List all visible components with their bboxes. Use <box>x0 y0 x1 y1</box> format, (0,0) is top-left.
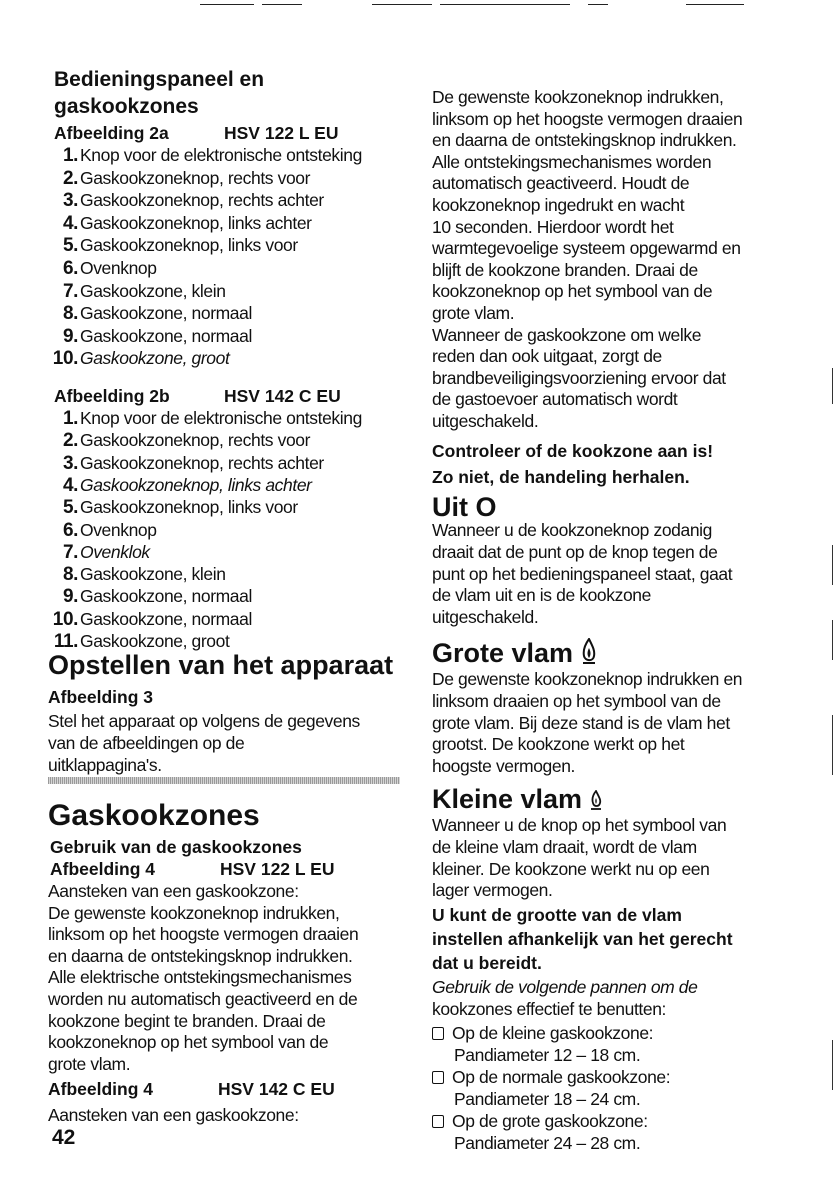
grootte-heading: U kunt de grootte van de vlam <box>432 905 682 925</box>
figure-label: Afbeelding 2b <box>54 386 170 406</box>
body-text: kookzoneknop op het symbool van de <box>48 1032 329 1053</box>
list-item <box>52 167 310 190</box>
list-item-text: Gaskookzoneknop, rechts achter <box>80 190 324 211</box>
list-item <box>52 429 310 452</box>
body-text: De gewenste kookzoneknop indrukken, <box>432 87 724 107</box>
list-item-text: Gaskookzone, groot <box>80 631 230 651</box>
checkbox-bullet-icon <box>432 1027 444 1040</box>
checkbox-bullet-icon <box>432 1071 444 1084</box>
list-item-text: Ovenknop <box>80 258 157 278</box>
list-item-number: 2. <box>62 167 78 189</box>
list-item <box>52 189 324 212</box>
list-item-text: Gaskookzone, normaal <box>80 586 252 607</box>
pan-diameter: Pandiameter 24 – 28 cm. <box>454 1133 641 1153</box>
body-text: grote vlam. Bij deze stand is de vlam het <box>432 712 730 733</box>
list-item <box>52 563 226 586</box>
list-item-text: Gaskookzone, klein <box>80 564 226 585</box>
list-item <box>52 519 157 542</box>
section-divider <box>48 777 400 784</box>
body-text: en daarna de ontstekingsknop indrukken. <box>432 130 737 151</box>
list-item <box>52 608 252 631</box>
list-item-text: Gaskookzoneknop, links achter <box>80 212 312 233</box>
body-text: Wanneer de gaskookzone om welke <box>432 324 702 345</box>
list-item <box>52 234 298 257</box>
pan-diameter: Pandiameter 18 – 24 cm. <box>454 1089 641 1109</box>
model-label: HSV 122 L EU <box>220 859 335 879</box>
body-text: linksom op het hoogste vermogen draaien <box>48 924 359 945</box>
pan-item <box>432 1110 648 1132</box>
gebruik-title: Gebruik van de gaskookzones <box>50 837 302 857</box>
list-item-number: 8. <box>62 303 78 325</box>
page-number: 42 <box>52 1126 76 1149</box>
list-item-text: Gaskookzone, groot <box>80 348 230 369</box>
kleine-vlam-title <box>432 782 602 818</box>
body-text: punt op het bedieningspaneel staat, gaat <box>432 563 733 584</box>
pan-item <box>432 1022 653 1044</box>
body-text: warmtegevoelige systeem opgewarmd en <box>432 238 741 259</box>
body-text: kookzoneknop op het symbool van de <box>432 281 713 302</box>
pannen-text: Gebruik de volgende pannen om de <box>432 977 698 997</box>
list-item-number: 6. <box>62 258 78 279</box>
list-item-number: 1. <box>62 408 78 429</box>
kleine-vlam-label: Kleine vlam <box>432 784 583 814</box>
figure-label: Afbeelding 4 <box>50 859 156 879</box>
model-label: HSV 142 C EU <box>224 386 341 406</box>
list-item-number: 5. <box>62 235 78 257</box>
figure-2b-heading <box>54 385 341 407</box>
scan-edge <box>832 1040 833 1090</box>
list-item <box>52 347 229 370</box>
list-item-number: 7. <box>62 541 78 563</box>
pannen-text: kookzones effectief te benutten: <box>432 999 666 1019</box>
opstellen-title: Opstellen van het apparaat <box>48 650 394 680</box>
list-item-text: Gaskookzoneknop, rechts achter <box>80 452 324 473</box>
list-item-text: Ovenknop <box>80 519 157 540</box>
list-item <box>52 257 157 280</box>
list-item-number: 9. <box>62 586 78 608</box>
pan-zone: Op de kleine gaskookzone: <box>452 1023 654 1043</box>
check-warning: Zo niet, de handeling herhalen. <box>432 467 690 487</box>
gaskookzones-title: Gaskookzones <box>48 799 260 832</box>
body-text: linksom draaien op het symbool van de <box>432 690 721 711</box>
pan-item <box>432 1066 670 1088</box>
grootte-heading: dat u bereidt. <box>432 953 542 973</box>
pan-zone: Op de normale gaskookzone: <box>452 1067 671 1087</box>
figure-label: Afbeelding 2a <box>54 123 169 143</box>
uit-title: Uit O <box>432 492 497 522</box>
list-item <box>52 585 252 608</box>
body-text: uitgeschakeld. <box>432 607 539 628</box>
body-text: de vlam uit en is de kookzone <box>432 585 651 606</box>
grote-vlam-title <box>432 636 597 672</box>
body-text: Aansteken van een gaskookzone: <box>48 881 299 901</box>
list-item-number: 3. <box>62 190 78 212</box>
scan-mark <box>372 4 432 5</box>
scan-mark <box>686 4 744 5</box>
body-text: kookzone begint te branden. Draai de <box>48 1010 326 1031</box>
scan-mark <box>440 4 570 5</box>
body-text: Wanneer u de knop op het symbool van <box>432 815 727 835</box>
body-text: De gewenste kookzoneknop indrukken, <box>48 902 340 923</box>
body-text: Aansteken van een gaskookzone: <box>48 1105 299 1125</box>
scan-mark <box>262 4 302 5</box>
large-flame-icon <box>581 638 597 672</box>
body-text: blijft de kookzone branden. Draai de <box>432 259 698 280</box>
list-item <box>52 407 362 430</box>
body-text: Wanneer u de kookzoneknop zodanig <box>432 520 712 540</box>
list-item <box>52 452 324 475</box>
body-text: 10 seconden. Hierdoor wordt het <box>432 216 674 237</box>
body-text: uitklappagina's. <box>48 755 162 775</box>
body-text: De gewenste kookzoneknop indrukken en <box>432 669 743 689</box>
list-item-number: 4. <box>62 212 78 234</box>
body-text: lager vermogen. <box>432 880 553 901</box>
list-item-number: 4. <box>62 474 78 496</box>
list-item-text: Knop voor de elektronische ontsteking <box>80 145 362 165</box>
figure-3-label: Afbeelding 3 <box>48 687 154 707</box>
list-item <box>52 302 252 325</box>
grootte-heading: instellen afhankelijk van het gerecht <box>432 929 733 949</box>
body-text: Alle ontstekingsmechanismes worden <box>432 151 712 172</box>
list-item-text: Gaskookzoneknop, links voor <box>80 235 298 256</box>
scan-edge <box>832 368 833 404</box>
list-item-text: Ovenklok <box>80 541 150 562</box>
section-title: gaskookzones <box>54 95 199 118</box>
scan-edge <box>832 620 833 660</box>
list-item-number: 8. <box>62 564 78 586</box>
list-item-number: 10. <box>52 608 78 630</box>
scan-mark <box>588 4 608 5</box>
checkbox-bullet-icon <box>432 1115 444 1128</box>
list-item-number: 2. <box>62 430 78 452</box>
body-text: en daarna de ontstekingsknop indrukken. <box>48 945 353 966</box>
body-text: Stel het apparaat op volgens de gegevens <box>48 711 360 731</box>
body-text: uitgeschakeld. <box>432 411 539 431</box>
list-item-number: 1. <box>62 145 78 166</box>
list-item <box>52 474 312 497</box>
scan-mark <box>200 4 254 5</box>
body-text: draait dat de punt op de knop tegen de <box>432 541 718 562</box>
body-text: grootst. De kookzone werkt op het <box>432 734 685 755</box>
list-item-text: Knop voor de elektronische ontsteking <box>80 408 362 428</box>
list-item-number: 9. <box>62 325 78 347</box>
body-text: hoogste vermogen. <box>432 756 576 777</box>
body-text: de kleine vlam draait, wordt de vlam <box>432 836 697 857</box>
figure-4b-heading <box>48 1078 335 1100</box>
scan-edge <box>832 715 833 775</box>
body-text: Alle elektrische ontstekingsmechanismes <box>48 967 352 988</box>
figure-label: Afbeelding 4 <box>48 1079 154 1099</box>
list-item <box>52 212 312 235</box>
body-text: brandbeveiligingsvoorziening ervoor dat <box>432 367 726 388</box>
small-flame-icon <box>590 784 602 818</box>
list-item-text: Gaskookzone, normaal <box>80 608 252 629</box>
list-item <box>52 144 362 167</box>
list-item-number: 11. <box>53 631 78 652</box>
list-item <box>52 280 226 303</box>
list-item-number: 3. <box>62 452 78 474</box>
body-text: grote vlam. <box>432 303 515 323</box>
list-item-text: Gaskookzoneknop, links achter <box>80 474 312 495</box>
list-item-text: Gaskookzone, normaal <box>80 325 252 346</box>
body-text: de gastoevoer automatisch wordt <box>432 389 678 410</box>
body-text: kookzoneknop ingedrukt en wacht <box>432 195 685 215</box>
list-item-text: Gaskookzone, klein <box>80 280 226 301</box>
figure-2a-heading <box>54 122 339 144</box>
grote-vlam-label: Grote vlam <box>432 638 574 668</box>
list-item <box>52 541 150 564</box>
scan-edge <box>832 545 833 585</box>
body-text: linksom op het hoogste vermogen draaien <box>432 108 743 129</box>
list-item-text: Gaskookzone, normaal <box>80 303 252 324</box>
list-item-number: 10. <box>52 348 78 370</box>
pan-diameter: Pandiameter 12 – 18 cm. <box>454 1045 641 1065</box>
body-text: kleiner. De kookzone werkt nu op een <box>432 858 710 879</box>
list-item-number: 7. <box>62 280 78 302</box>
list-item-text: Gaskookzoneknop, rechts voor <box>80 430 311 451</box>
check-warning: Controleer of de kookzone aan is! <box>432 441 714 461</box>
list-item-number: 6. <box>62 519 78 541</box>
model-label: HSV 122 L EU <box>224 123 339 143</box>
pan-zone: Op de grote gaskookzone: <box>452 1111 648 1131</box>
section-title: Bedieningspaneel en <box>54 68 265 91</box>
model-label: HSV 142 C EU <box>218 1079 335 1099</box>
body-text: grote vlam. <box>48 1053 131 1074</box>
body-text: automatisch geactiveerd. Houdt de <box>432 173 690 194</box>
figure-4a-heading <box>50 858 335 880</box>
body-text: van de afbeeldingen op de <box>48 733 245 753</box>
list-item <box>52 325 252 348</box>
list-item-text: Gaskookzoneknop, rechts voor <box>80 167 311 188</box>
body-text: worden nu automatisch geactiveerd en de <box>48 989 358 1009</box>
list-item-number: 5. <box>62 497 78 519</box>
body-text: reden dan ook uitgaat, zorgt de <box>432 346 662 367</box>
list-item-text: Gaskookzoneknop, links voor <box>80 497 298 518</box>
list-item <box>52 496 298 519</box>
